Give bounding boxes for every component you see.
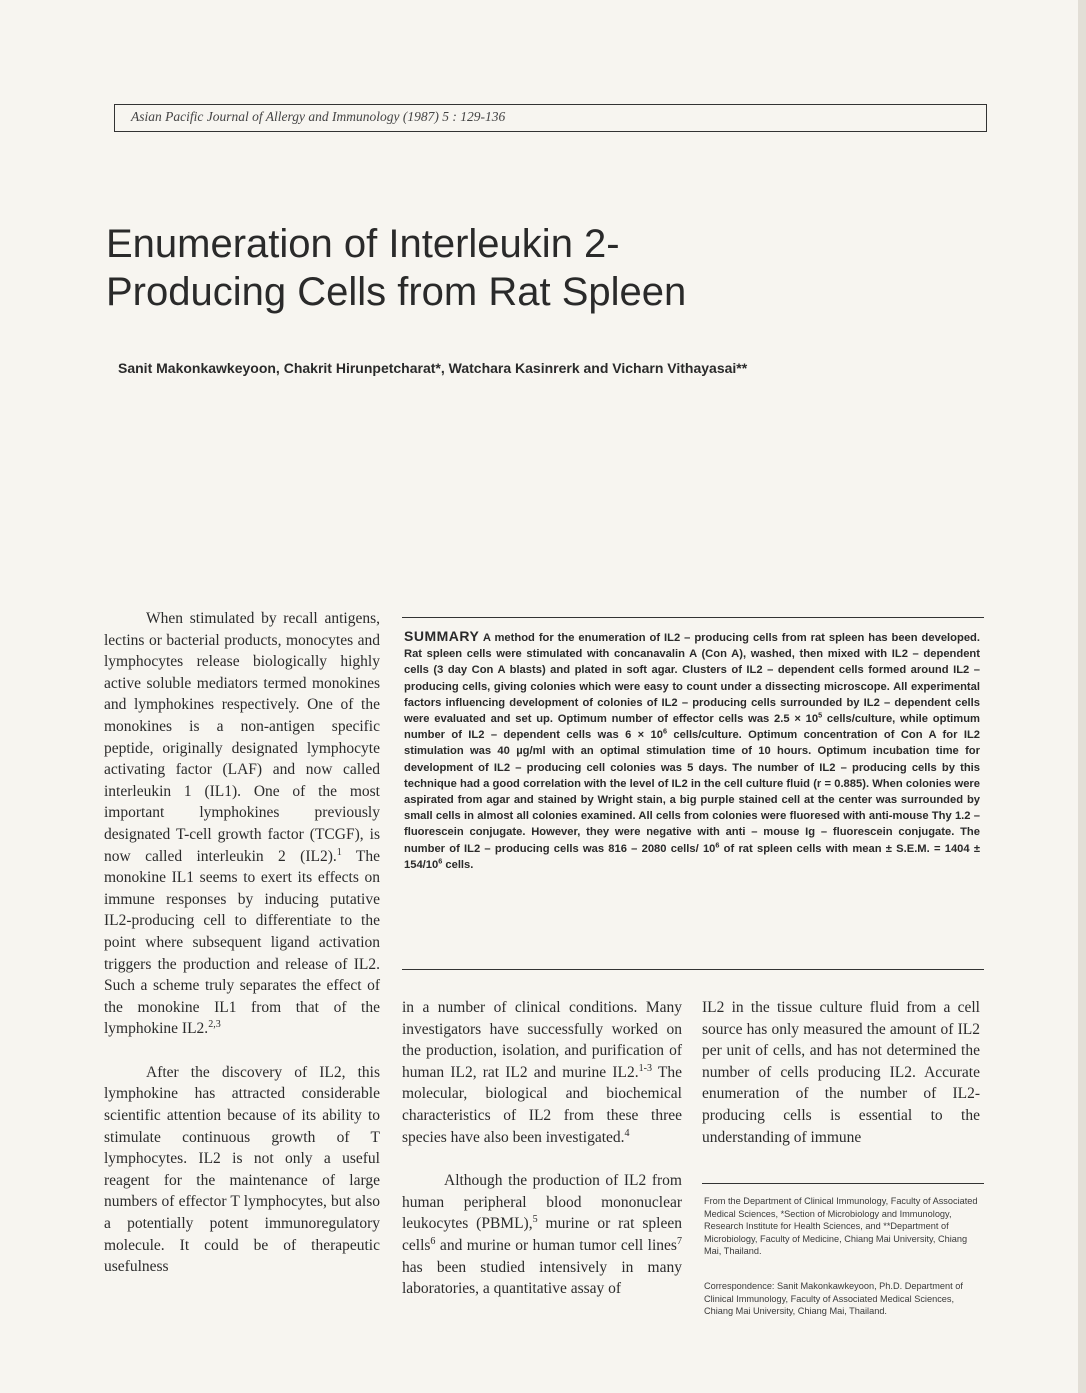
summary-block: SUMMARY A method for the enumeration of IL2 – producing cells from rat spleen has been developed. Rat spleen cells were stimulated with concanavalin A (Con A), washed, then mixed with IL2 – dependent cells (3 day Con A blasts) and plated in soft agar. Clusters of IL2 – dependent cells formed around IL2 – producing cells, giving colonies which were easy to count under a dissecting microscope. All experimental factors influencing development of colonies of IL2 – producing cells surrounded by IL2 – dependent cells were evaluated and set up. Optimum number of effector cells was $2.5 \times 10^5$ cells/culture, while optimum number of IL2 – dependent cells was $6 \times 10^6$ cells/culture. Optimum concentration of Con A for IL2 stimulation was 40 µg/ml with an optimal stimulation time of 10 hours. Optimum incubation time for development of IL2 – producing cell colonies was 5 days. The number of IL2 – producing cells by this technique had a good correlation with the level of IL2 in the cell culture fluid (r = 0.885). When colonies were aspirated from agar and stained by Wright stain, a big purple stained cell at the center was surrounded by small cells in almost all colonies examined. All cells from colonies were fluoresed with anti-mouse Thy 1.2 – fluorescein conjugate. However, they were negative with anti – mouse Ig – fluorescein conjugate. The number of IL2 – producing cells was 816 – 2080 cells/ $10^6$ of rat spleen cells with mean ± S.E.M. = $1404 \pm 154/10^6$ cells. bbox=[404, 628, 981, 871]
correspondence-footnote: Correspondence: Sanit Makonkawkeyoon, Ph.D. Department of Clinical Immunology, Faculty of Associated Medical Sciences, Chiang Mai University, Chiang Mai, Thailand. bbox=[704, 1281, 963, 1317]
body-paragraph: Although the production of IL2 from human peripheral blood mononuclear leukocytes (PBML),$^5$ murine or rat spleen cells$^6$ and murine or human tumor cell lines$^7$ has been studied intensively in many laboratories, a quantitative assay of bbox=[402, 1172, 682, 1298]
journal-citation: Asian Pacific Journal of Allergy and Immunology (1987) 5 : 129-136 bbox=[131, 109, 506, 124]
article-title bbox=[106, 220, 886, 316]
body-paragraph: After the discovery of IL2, this lymphokine has attracted considerable scientific attention because of its ability to stimulate continuous growth of T lymphocytes. IL2 is not only a useful reagent for the maintenance of large numbers of effector T lymphocytes, but also a potentially potent immunoregulatory molecule. It could be of therapeutic usefulness bbox=[104, 1063, 380, 1276]
title-line-2: Producing Cells from Rat Spleen bbox=[106, 270, 687, 314]
summary-label: SUMMARY bbox=[404, 628, 480, 644]
title-line-1: Enumeration of Interleukin 2- bbox=[106, 222, 620, 266]
page-edge bbox=[1078, 0, 1086, 1393]
summary-bottom-rule bbox=[402, 969, 984, 970]
journal-header-box bbox=[114, 104, 987, 132]
body-paragraph: When stimulated by recall antigens, lectins or bacterial products, monocytes and lymphocytes release biologically highly active soluble mediators termed monokines and lymphokines respectively. One of the monokines is a non-antigen specific peptide, originally designated lymphocyte activating factor (LAF) and now called interleukin 1 (IL1). One of the most important lymphokines previously designated T-cell growth factor (TCGF), is now called interleukin 2 (IL2).$^1$ The monokine IL1 seems to exert its effects on immune responses by inducing putative IL2-producing cell to differentiate to the point where subsequent ligand activation triggers the production and release of IL2. Such a scheme truly separates the effect of the monokine IL1 from that of the lymphokine IL2.$^{2,3}$ bbox=[104, 610, 380, 1038]
footnote-rule bbox=[702, 1183, 984, 1184]
middle-column bbox=[402, 997, 682, 1300]
right-column bbox=[702, 997, 980, 1148]
affiliation-footnote: From the Department of Clinical Immunology, Faculty of Associated Medical Sciences, *Section of Microbiology and Immunology, Research Institute for Health Sciences, and **Department of Microbiology, Faculty of Medicine, Chiang Mai University, Chiang Mai, Thailand. bbox=[704, 1196, 978, 1257]
summary-top-rule bbox=[402, 617, 984, 618]
author-list: Sanit Makonkawkeyoon, Chakrit Hirunpetcharat*, Watchara Kasinrerk and Vicharn Vithayasai** bbox=[118, 360, 748, 376]
body-paragraph: in a number of clinical conditions. Many investigators have successfully worked on the production, isolation, and purification of human IL2, rat IL2 and murine IL2.$^{1-3}$ The molecular, biological and biochemical characteristics of IL2 from these three species have also been investigated.$^4$ bbox=[402, 999, 682, 1146]
left-column bbox=[104, 608, 380, 1278]
body-paragraph: IL2 in the tissue culture fluid from a cell source has only measured the amount of IL2 per unit of cells, and has not determined the number of cells producing IL2. Accurate enumeration of the number of IL2-producing cells is essential to the understanding of immune bbox=[702, 999, 980, 1146]
